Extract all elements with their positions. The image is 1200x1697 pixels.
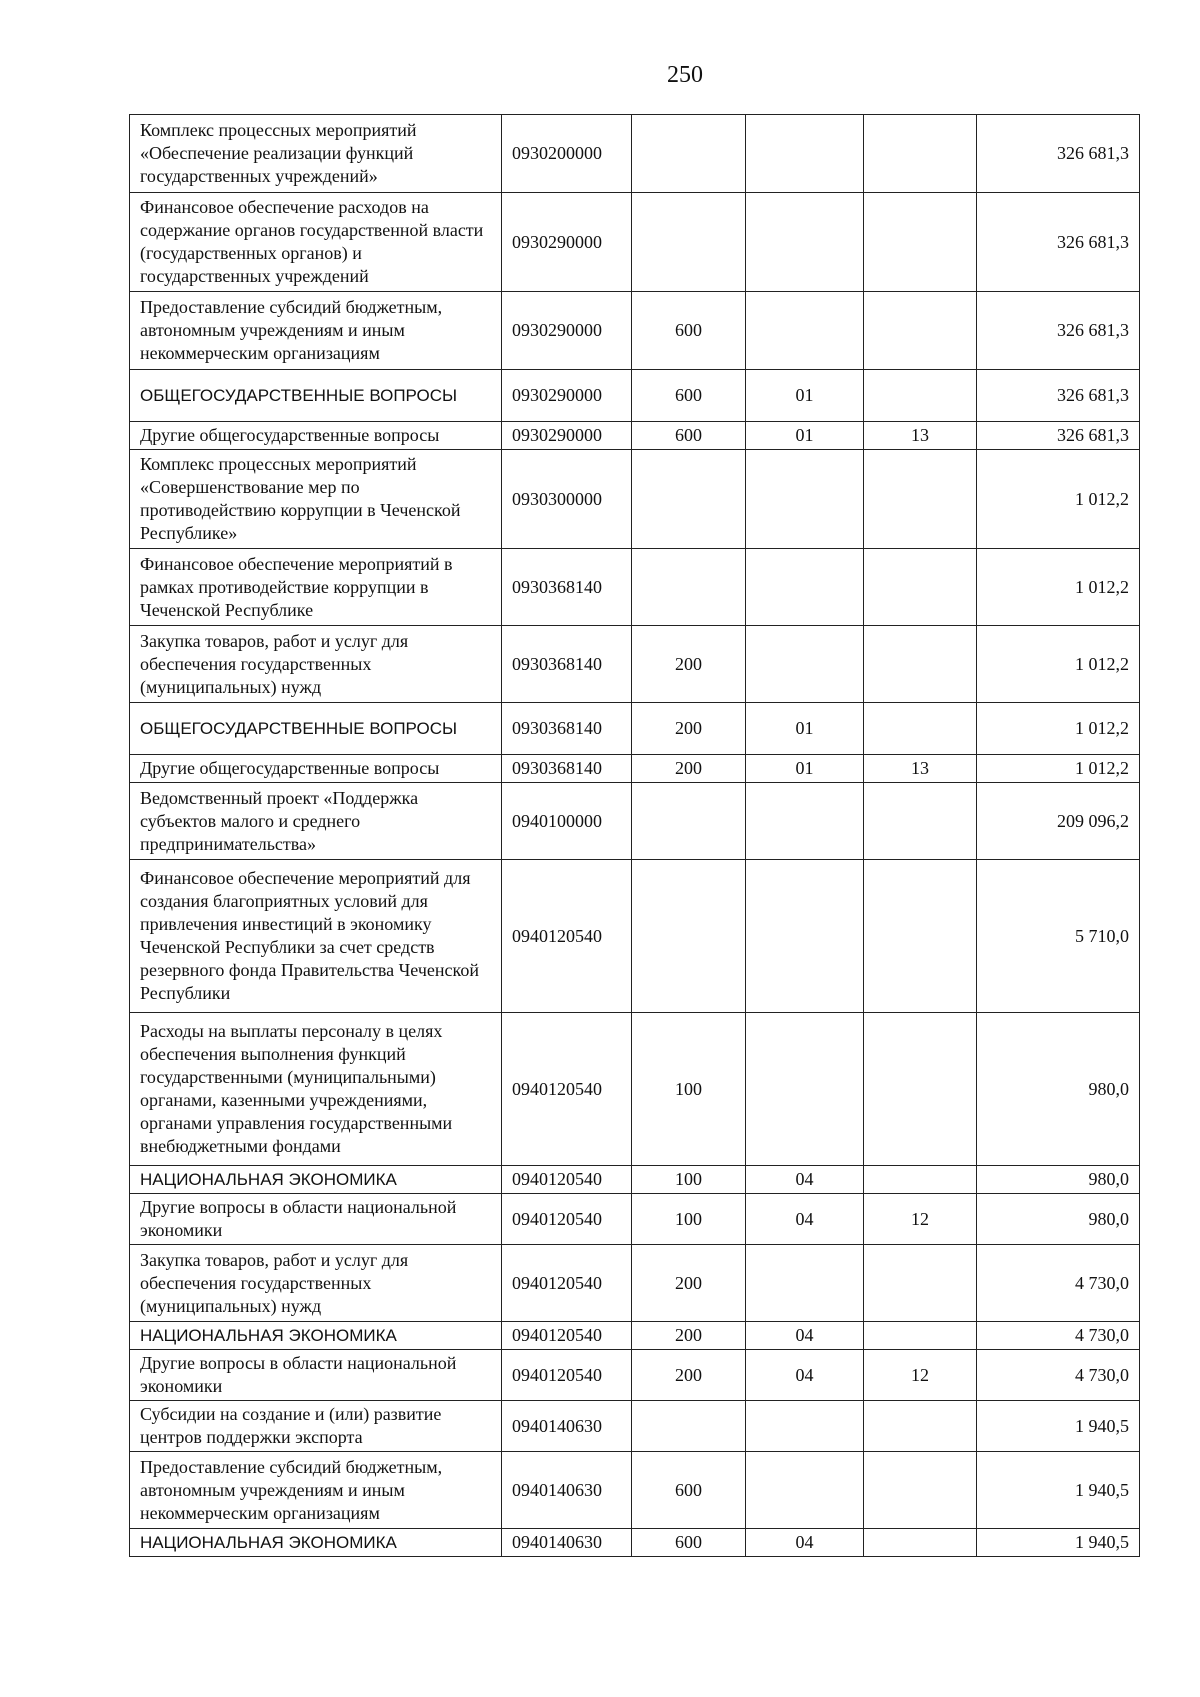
row-amount: 980,0 [977,1013,1140,1166]
row-amount: 326 681,3 [977,292,1140,370]
row-name: ОБЩЕГОСУДАРСТВЕННЫЕ ВОПРОСЫ [130,370,502,422]
row-target-article: 0940100000 [502,783,632,860]
row-expense-type [632,115,746,193]
row-amount: 980,0 [977,1194,1140,1245]
row-name: Субсидии на создание и (или) развитие центров поддержки экспорта [130,1401,502,1452]
row-section [746,783,864,860]
row-subsection: 13 [864,422,977,450]
row-name: Предоставление субсидий бюджетным, автономным учреждениям и иным некоммерческим организациям [130,292,502,370]
row-expense-type: 200 [632,755,746,783]
table-row [130,1245,1140,1322]
row-expense-type [632,450,746,549]
table-row [130,1529,1140,1557]
row-name: Другие общегосударственные вопросы [130,422,502,450]
table-row [130,1401,1140,1452]
row-section: 04 [746,1529,864,1557]
row-target-article: 0930290000 [502,422,632,450]
row-target-article: 0940120540 [502,1350,632,1401]
row-amount: 1 940,5 [977,1452,1140,1529]
table-row [130,549,1140,626]
row-amount: 1 012,2 [977,450,1140,549]
row-section [746,1401,864,1452]
row-subsection [864,1245,977,1322]
row-target-article: 0930368140 [502,626,632,703]
row-target-article: 0940140630 [502,1401,632,1452]
row-section [746,549,864,626]
row-name: НАЦИОНАЛЬНАЯ ЭКОНОМИКА [130,1166,502,1194]
row-name: Финансовое обеспечение расходов на содержание органов государственной власти (государственных органов) и государственных учреждений [130,193,502,292]
table-row [130,1322,1140,1350]
row-name: Другие вопросы в области национальной экономики [130,1350,502,1401]
row-section: 01 [746,370,864,422]
row-subsection [864,783,977,860]
table-row [130,292,1140,370]
row-subsection: 12 [864,1194,977,1245]
table-row [130,1013,1140,1166]
row-subsection [864,1529,977,1557]
row-amount: 1 940,5 [977,1529,1140,1557]
row-subsection [864,860,977,1013]
row-section: 01 [746,422,864,450]
row-name: НАЦИОНАЛЬНАЯ ЭКОНОМИКА [130,1322,502,1350]
row-name: Ведомственный проект «Поддержка субъектов малого и среднего предпринимательства» [130,783,502,860]
row-amount: 1 012,2 [977,755,1140,783]
row-name: ОБЩЕГОСУДАРСТВЕННЫЕ ВОПРОСЫ [130,703,502,755]
row-section: 04 [746,1194,864,1245]
row-expense-type [632,860,746,1013]
row-target-article: 0930290000 [502,370,632,422]
row-expense-type: 600 [632,422,746,450]
row-target-article: 0940120540 [502,1322,632,1350]
row-name: Финансовое обеспечение мероприятий в рамках противодействие коррупции в Чеченской Республике [130,549,502,626]
row-expense-type [632,1401,746,1452]
row-expense-type [632,783,746,860]
row-subsection [864,549,977,626]
row-target-article: 0940120540 [502,1194,632,1245]
row-amount: 4 730,0 [977,1350,1140,1401]
table-row [130,193,1140,292]
row-section [746,450,864,549]
row-amount: 326 681,3 [977,422,1140,450]
row-target-article: 0930290000 [502,292,632,370]
row-expense-type: 200 [632,703,746,755]
row-section [746,115,864,193]
row-name: Закупка товаров, работ и услуг для обеспечения государственных (муниципальных) нужд [130,626,502,703]
table-row [130,703,1140,755]
row-expense-type: 600 [632,292,746,370]
row-subsection [864,1322,977,1350]
row-subsection [864,626,977,703]
row-expense-type [632,549,746,626]
row-amount: 1 012,2 [977,626,1140,703]
row-target-article: 0940120540 [502,1245,632,1322]
table-row [130,755,1140,783]
row-target-article: 0930300000 [502,450,632,549]
table-row [130,450,1140,549]
row-subsection [864,370,977,422]
row-section [746,193,864,292]
row-amount: 1 940,5 [977,1401,1140,1452]
row-section [746,1013,864,1166]
table-row [130,1452,1140,1529]
row-target-article: 0940120540 [502,1166,632,1194]
page-number: 250 [667,62,703,88]
row-expense-type: 200 [632,1322,746,1350]
table-row [130,370,1140,422]
row-section: 01 [746,703,864,755]
row-target-article: 0940140630 [502,1452,632,1529]
row-expense-type: 200 [632,626,746,703]
row-target-article: 0940120540 [502,1013,632,1166]
row-subsection [864,1401,977,1452]
row-expense-type: 600 [632,370,746,422]
row-amount: 5 710,0 [977,860,1140,1013]
row-name: Расходы на выплаты персоналу в целях обеспечения выполнения функций государственными (муниципальными) органами, казенными учреждениями, органами управления государственными внебюджетными фондами [130,1013,502,1166]
row-subsection: 12 [864,1350,977,1401]
row-amount: 326 681,3 [977,115,1140,193]
row-amount: 209 096,2 [977,783,1140,860]
row-name: НАЦИОНАЛЬНАЯ ЭКОНОМИКА [130,1529,502,1557]
row-amount: 326 681,3 [977,193,1140,292]
row-name: Предоставление субсидий бюджетным, автономным учреждениям и иным некоммерческим организациям [130,1452,502,1529]
row-section [746,626,864,703]
row-amount: 1 012,2 [977,703,1140,755]
budget-table [129,114,1140,1557]
row-target-article: 0930368140 [502,755,632,783]
row-expense-type: 100 [632,1166,746,1194]
table-row [130,1166,1140,1194]
table-row [130,783,1140,860]
row-subsection [864,193,977,292]
row-expense-type: 200 [632,1350,746,1401]
row-expense-type: 600 [632,1529,746,1557]
row-subsection [864,450,977,549]
row-section [746,860,864,1013]
row-expense-type: 200 [632,1245,746,1322]
row-subsection [864,292,977,370]
row-target-article: 0930368140 [502,549,632,626]
row-subsection [864,703,977,755]
row-section: 04 [746,1322,864,1350]
row-name: Комплекс процессных мероприятий «Обеспечение реализации функций государственных учреждений» [130,115,502,193]
row-name: Финансовое обеспечение мероприятий для создания благоприятных условий для привлечения инвестиций в экономику Чеченской Республики за счет средств резервного фонда Правительства Чеченской Республики [130,860,502,1013]
row-expense-type [632,193,746,292]
table-row [130,422,1140,450]
row-subsection [864,1452,977,1529]
row-target-article: 0930368140 [502,703,632,755]
row-section [746,1245,864,1322]
row-amount: 4 730,0 [977,1322,1140,1350]
row-section: 04 [746,1166,864,1194]
table-row [130,860,1140,1013]
row-expense-type: 100 [632,1013,746,1166]
row-name: Другие вопросы в области национальной экономики [130,1194,502,1245]
table-row [130,1350,1140,1401]
row-section [746,292,864,370]
row-amount: 980,0 [977,1166,1140,1194]
row-section [746,1452,864,1529]
row-amount: 4 730,0 [977,1245,1140,1322]
row-expense-type: 600 [632,1452,746,1529]
table-row [130,115,1140,193]
row-target-article: 0940120540 [502,860,632,1013]
row-name: Закупка товаров, работ и услуг для обеспечения государственных (муниципальных) нужд [130,1245,502,1322]
table-row [130,1194,1140,1245]
row-name: Комплекс процессных мероприятий «Совершенствование мер по противодействию коррупции в Чеченской Республике» [130,450,502,549]
row-target-article: 0930290000 [502,193,632,292]
row-subsection [864,1166,977,1194]
row-amount: 1 012,2 [977,549,1140,626]
row-subsection [864,1013,977,1166]
row-expense-type: 100 [632,1194,746,1245]
table-row [130,626,1140,703]
row-subsection: 13 [864,755,977,783]
row-section: 01 [746,755,864,783]
row-target-article: 0930200000 [502,115,632,193]
table-body [130,115,1140,1557]
row-target-article: 0940140630 [502,1529,632,1557]
row-subsection [864,115,977,193]
row-amount: 326 681,3 [977,370,1140,422]
row-name: Другие общегосударственные вопросы [130,755,502,783]
row-section: 04 [746,1350,864,1401]
